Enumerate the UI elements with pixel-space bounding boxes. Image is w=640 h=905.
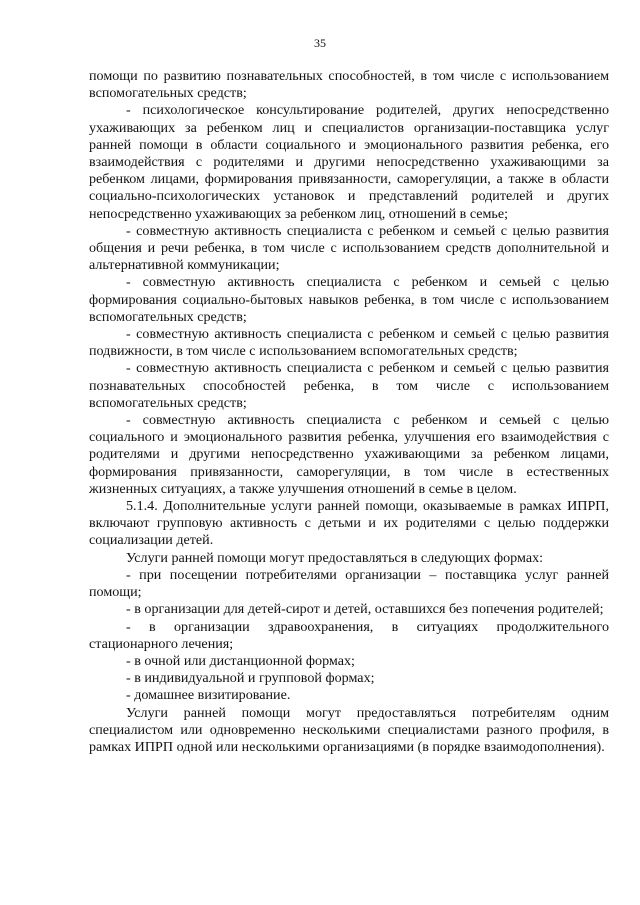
paragraph: - психологическое консультирование родителей, других непосредственно ухаживающих за ребенком лиц и специалистов организации-поставщика услуг ранней помощи в области социального и эмоционального развития ребенка, его взаимодействия с родителями и другими непосредственно ухаживающими за ребенком лицами, формирования привязанности, саморегуляции, а также в области социально-психологических установок и представлений родителей и других непосредственно ухаживающих за ребенком лиц, отношений в семье; xyxy=(89,102,609,222)
page-number: 35 xyxy=(314,36,326,50)
paragraph: - при посещении потребителями организации – поставщика услуг ранней помощи; xyxy=(89,566,609,601)
document-body xyxy=(89,68,609,756)
paragraph: помощи по развитию познавательных способностей, в том числе с использованием вспомогательных средств; xyxy=(89,68,609,102)
paragraph: - совместную активность специалиста с ребенком и семьей с целью социального и эмоционального развития ребенка, улучшения его взаимодействия с родителями и другими непосредственно ухаживающими за ребенком лицами, формирования привязанности, саморегуляции, в том числе в естественных жизненных ситуациях, а также улучшения отношений в семье в целом. xyxy=(89,412,609,497)
paragraph: - домашнее визитирование. xyxy=(126,687,291,704)
paragraph: - совместную активность специалиста с ребенком и семьей с целью развития подвижности, в том числе с использованием вспомогательных средств; xyxy=(89,326,609,360)
paragraph: - в организации здравоохранения, в ситуациях продолжительного стационарного лечения; xyxy=(89,618,609,652)
paragraph: - совместную активность специалиста с ребенком и семьей с целью развития общения и речи ребенка, в том числе с использованием средств дополнительной и альтернативной коммуникации; xyxy=(89,222,609,274)
paragraph: - в организации для детей-сирот и детей, оставшихся без попечения родителей; xyxy=(126,601,604,618)
paragraph: - совместную активность специалиста с ребенком и семьей с целью формирования социально-бытовых навыков ребенка, в том числе с использованием вспомогательных средств; xyxy=(89,274,609,325)
paragraph: - совместную активность специалиста с ребенком и семьей с целью развития познавательных способностей ребенка, в том числе с использованием вспомогательных средств; xyxy=(89,360,609,411)
paragraph: 5.1.4. Дополнительные услуги ранней помощи, оказываемые в рамках ИПРП, включают групповую активность с детьми и их родителями с целью поддержки социализации детей. xyxy=(89,498,609,549)
paragraph: - в очной или дистанционной формах; xyxy=(126,652,355,669)
paragraph: - в индивидуальной и групповой формах; xyxy=(126,670,375,687)
paragraph: Услуги ранней помощи могут предоставляться в следующих формах: xyxy=(126,549,544,566)
paragraph: Услуги ранней помощи могут предоставляться потребителям одним специалистом или одновременно несколькими специалистами разного профиля, в рамках ИПРП одной или несколькими организациями (в порядке взаимодополнения). xyxy=(89,704,609,755)
